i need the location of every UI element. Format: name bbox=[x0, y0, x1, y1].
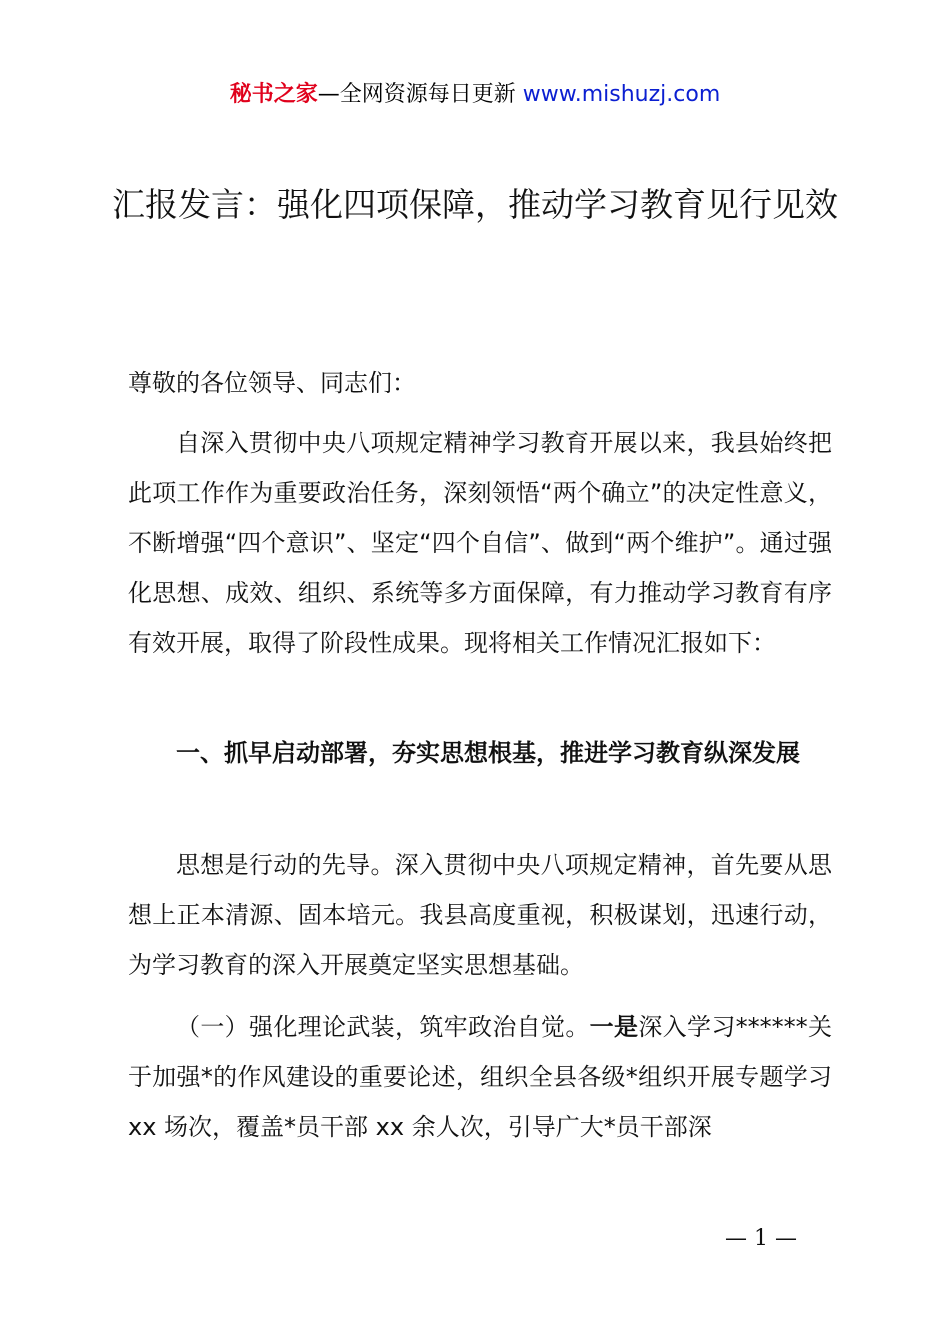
subsection-title: （一）强化理论武装，筑牢政治自觉。 bbox=[176, 1013, 590, 1041]
greeting: 尊敬的各位领导、同志们： bbox=[128, 369, 416, 397]
header-tagline: —全网资源每日更新 bbox=[317, 82, 523, 107]
document-title: 汇报发言：强化四项保障，推动学习教育见行见效 bbox=[112, 185, 838, 224]
brand-name: 秘书之家 bbox=[229, 82, 318, 107]
page-number: — 1 — bbox=[725, 1226, 797, 1251]
site-header-banner bbox=[0, 78, 950, 112]
point-text-1: 深入学习******关于加强*的作风建设的重要论述，组织全县各级*组织开展专题学习 xx 场次，覆盖*员干部 xx 余人次，引导广大*员干部深 bbox=[128, 1013, 833, 1141]
section-heading-1: 一、抓早启动部署，夯实思想根基，推进学习教育纵深发展 bbox=[176, 739, 800, 767]
paragraph-subsection-1 bbox=[128, 1002, 832, 1152]
paragraph-intro: 自深入贯彻中央八项规定精神学习教育开展以来，我县始终把此项工作作为重要政治任务，深刻领悟“两个确立”的决定性意义，不断增强“四个意识”、坚定“四个自信”、做到“两个维护”。通过强化思想、成效、组织、系统等多方面保障，有力推动学习教育有序有效开展，取得了阶段性成果。现将相关工作情况汇报如下： bbox=[128, 429, 832, 657]
point-marker-1: 一是 bbox=[589, 1013, 639, 1041]
site-url-link[interactable]: www.mishuzj.com bbox=[522, 82, 721, 107]
paragraph-section-1: 思想是行动的先导。深入贯彻中央八项规定精神，首先要从思想上正本清源、固本培元。我县高度重视，积极谋划，迅速行动，为学习教育的深入开展奠定坚实思想基础。 bbox=[128, 851, 832, 979]
